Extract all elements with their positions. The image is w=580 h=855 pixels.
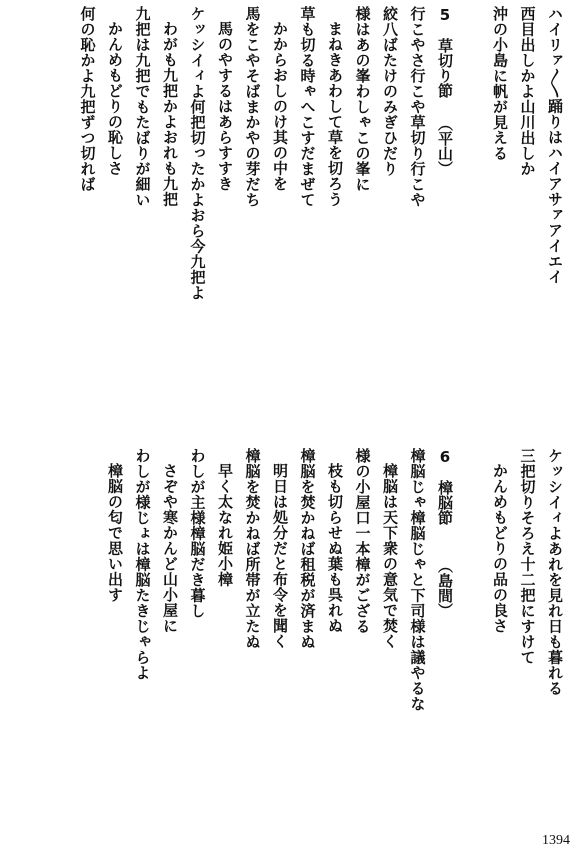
- verse-line: 行こやさ行こや草切り行こや: [408, 6, 427, 208]
- upper-verse-block: [69, 6, 564, 406]
- song-title: 草切り節: [436, 38, 454, 98]
- verse-line: 三把切りそろえ十二把にすけて: [518, 448, 537, 665]
- verse-line: 明日は処分だと布令を聞く: [271, 463, 289, 649]
- page-number: 1394: [542, 833, 570, 848]
- verse-line: かんめもどりの恥しさ: [106, 21, 124, 176]
- verse-line: 絞八ばたけのみぎひだり: [381, 6, 399, 177]
- verse-line: 樟脳を焚かねば租税が済まぬ: [298, 448, 317, 650]
- song-number: 5: [436, 6, 454, 24]
- song-number: 6: [436, 448, 454, 466]
- verse-line: わしが様じょは樟脳たきじゃらよ: [133, 448, 152, 681]
- verse-line: わがも九把かよおれも九把: [161, 21, 179, 207]
- song-heading: [435, 448, 454, 808]
- lower-verse-block: [97, 448, 565, 808]
- verse-line: ハイリァ〱踊りはハイアサァアイエイ: [546, 6, 564, 285]
- verse-line: まねきあわして草を切ろう: [326, 21, 344, 207]
- verse-line: 西目出しかよ山川出しか: [518, 6, 537, 177]
- verse-line: 馬をこやそばまかやの芽だち: [243, 6, 262, 208]
- verse-line: わしが主様樟脳だき暮し: [188, 448, 207, 619]
- verse-line: 枝も切らせぬ葉も呉れぬ: [326, 463, 344, 634]
- song-heading: [435, 6, 454, 406]
- song-title: 樟脳節: [436, 480, 454, 525]
- verse-line: 早く太なれ姫小樟: [216, 463, 234, 587]
- verse-line: 樟脳じゃ樟脳じゃと下司様は議やるな: [408, 448, 427, 712]
- verse-line: さぞや寒かんど山小屋に: [161, 463, 179, 634]
- verse-line: 何の恥かよ九把ずつ切れば: [78, 6, 97, 192]
- verse-line: 九把は九把でもたばりが細い: [133, 6, 152, 208]
- song-region: （平山）: [436, 116, 454, 176]
- verse-line: 樟脳を焚かねば所帯が立たぬ: [243, 448, 262, 650]
- verse-line: ケッシイィよあれを見れ日も暮れる: [546, 448, 564, 696]
- verse-line: 様の小屋口一本樟がござる: [353, 448, 372, 634]
- song-region: （島間）: [436, 558, 454, 618]
- verse-line: 様はあの峯わしゃこの峯に: [353, 6, 372, 192]
- verse-line: ケッシイィよ何把切ったかよおら今九把よ: [188, 6, 207, 301]
- verse-line: 樟脳の匂で思い出す: [106, 463, 124, 603]
- verse-line: かからおしのけ其の中を: [271, 21, 289, 192]
- verse-line: 樟脳は天下衆の意気で焚く: [381, 463, 399, 649]
- verse-line: 草も切る時ゃへこすだまぜて: [298, 6, 317, 208]
- verse-line: かんめもどりの品の良さ: [491, 463, 509, 634]
- verse-line: 馬のやするはあらすすき: [216, 21, 234, 192]
- verse-line: 沖の小島に帆が見える: [491, 6, 509, 161]
